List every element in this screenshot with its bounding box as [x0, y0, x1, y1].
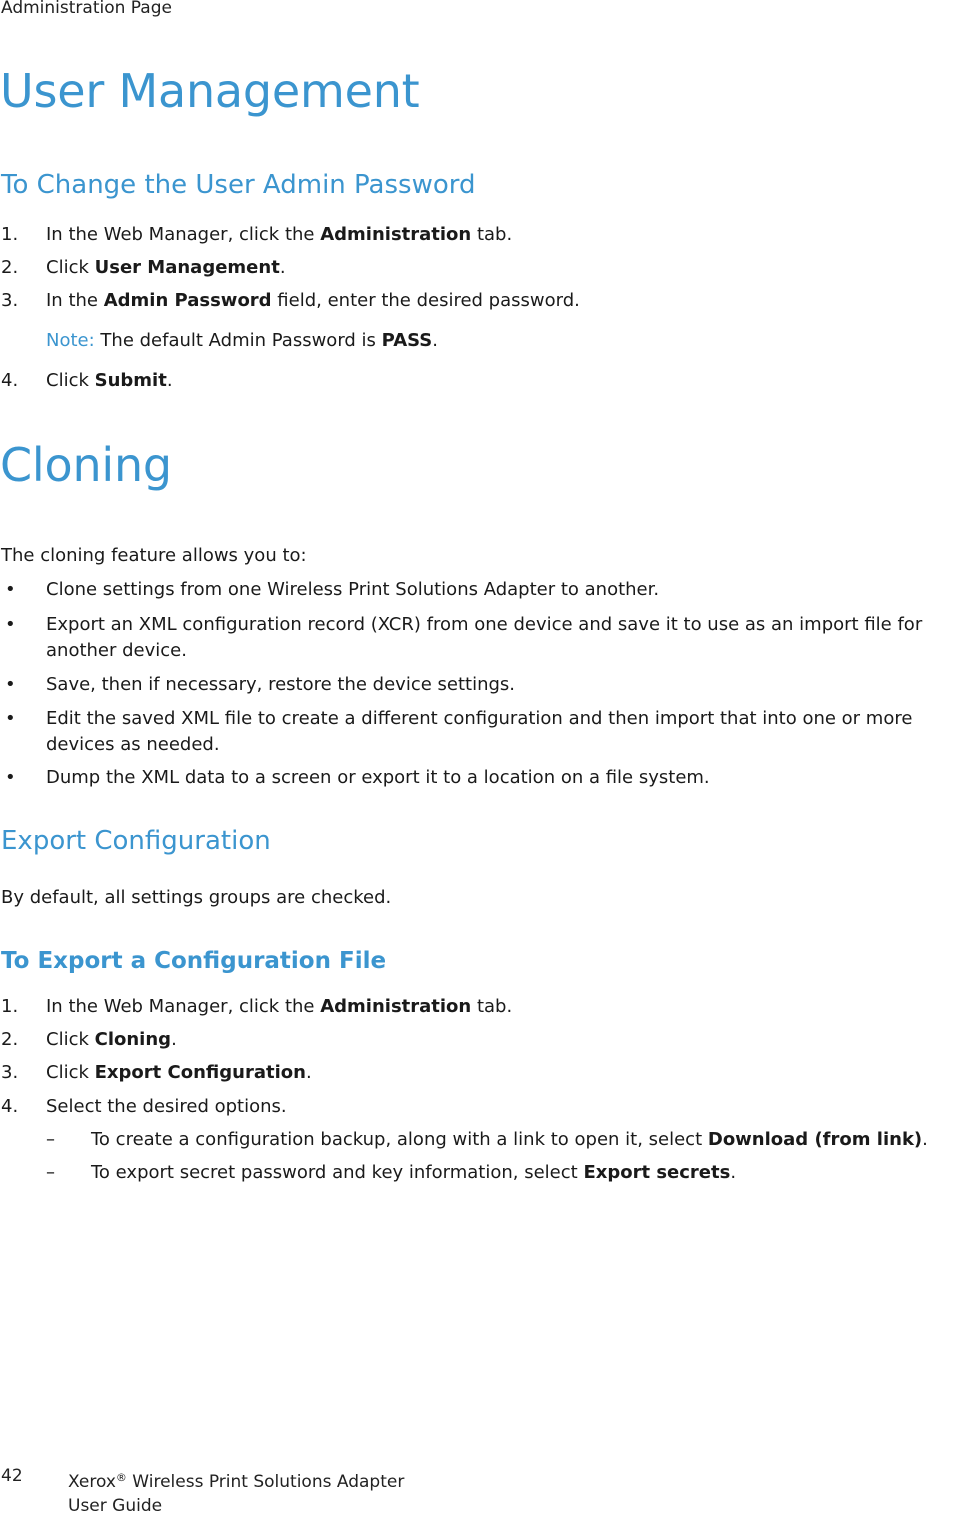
page-number: 42: [1, 1466, 23, 1486]
bullet-icon: •: [5, 614, 16, 635]
bullet-text: Dump the XML data to a screen or export it to a location on a file system.: [46, 767, 710, 788]
bullet-icon: •: [5, 674, 16, 695]
step-text: Click Cloning.: [46, 1029, 177, 1050]
step-text: Click Submit.: [46, 370, 173, 391]
step-number: 4.: [1, 1096, 19, 1117]
step-number: 3.: [1, 290, 19, 311]
running-header: Administration Page: [1, 0, 172, 18]
bullet-text: Export an XML configuration record (XCR) from one device and save it to use as an import file for: [46, 614, 923, 635]
bullet-text-continuation: devices as needed.: [46, 734, 220, 755]
step-text: In the Admin Password field, enter the desired password.: [46, 290, 580, 311]
dash-icon: –: [46, 1129, 55, 1150]
bullet-text: Clone settings from one Wireless Print Solutions Adapter to another.: [46, 579, 660, 600]
bullet-text-continuation: another device.: [46, 640, 187, 661]
note-label: Note:: [46, 330, 95, 351]
bullet-icon: •: [5, 579, 16, 600]
step-text: In the Web Manager, click the Administration tab.: [46, 224, 513, 245]
step-number: 4.: [1, 370, 19, 391]
step-number: 1.: [1, 224, 19, 245]
sub-option-text: To create a configuration backup, along with a link to open it, select Download (from link).: [91, 1129, 928, 1150]
step-number: 3.: [1, 1062, 19, 1083]
step-number: 2.: [1, 1029, 19, 1050]
subsection-title-change-password: To Change the User Admin Password: [1, 170, 476, 200]
footer-doc-type: User Guide: [68, 1496, 163, 1516]
step-number: 2.: [1, 257, 19, 278]
export-intro: By default, all settings groups are checked.: [1, 887, 392, 908]
step-text: In the Web Manager, click the Administration tab.: [46, 996, 513, 1017]
section-title-cloning: Cloning: [0, 438, 172, 492]
cloning-intro: The cloning feature allows you to:: [1, 545, 307, 566]
step-text: Click Export Configuration.: [46, 1062, 312, 1083]
step-number: 1.: [1, 996, 19, 1017]
step-text: Click User Management.: [46, 257, 286, 278]
section-title-user-management: User Management: [0, 64, 420, 118]
bullet-icon: •: [5, 708, 16, 729]
dash-icon: –: [46, 1162, 55, 1183]
sub-option-text: To export secret password and key information, select Export secrets.: [91, 1162, 737, 1183]
footer-product-name: Xerox® Wireless Print Solutions Adapter: [68, 1471, 405, 1492]
note: Note: The default Admin Password is PASS.: [46, 330, 438, 351]
bullet-icon: •: [5, 767, 16, 788]
subsection-title-export-configuration: Export Configuration: [1, 826, 271, 856]
step-text: Select the desired options.: [46, 1096, 287, 1117]
registered-mark: ®: [115, 1471, 127, 1484]
bullet-text: Save, then if necessary, restore the device settings.: [46, 674, 516, 695]
procedure-title-export-file: To Export a Configuration File: [1, 948, 387, 974]
bullet-text: Edit the saved XML file to create a different configuration and then import that into one or more: [46, 708, 913, 729]
